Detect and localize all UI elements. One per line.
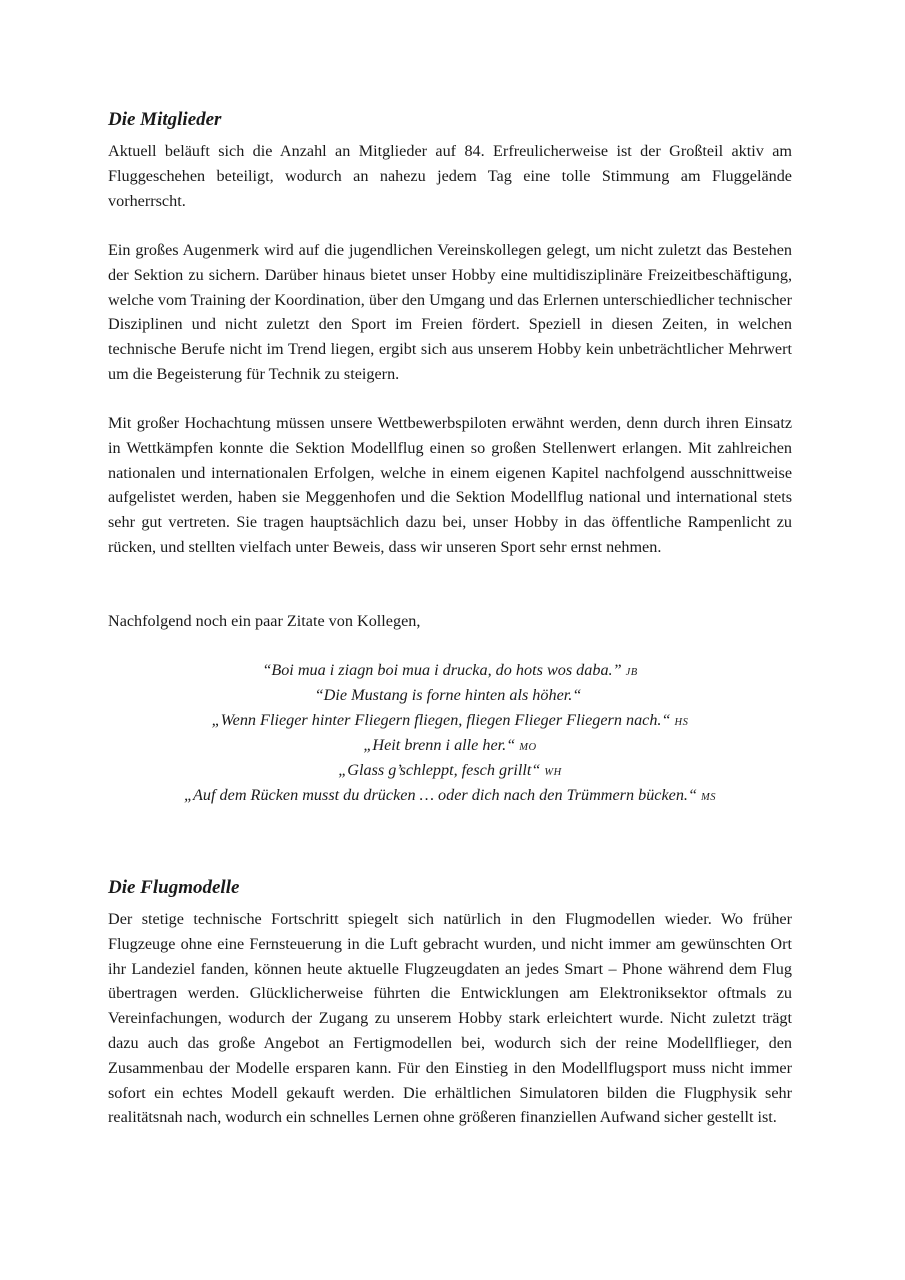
paragraph-flight-models: Der stetige technische Fortschritt spiegelt sich natürlich in den Flugmodellen wieder. Wo früher Flugzeuge ohne eine Fernsteuerung in die Luft gebracht wurden, und nicht immer am gewünschten Ort ihr Landeziel fanden, können heute aktuelle Flugzeugdaten an jedes Smart – Phone während dem Flug übertragen werden. Glücklicherweise führten die Entwicklungen am Elektroniksektor oftmals zu Vereinfachungen, wodurch der Zugang zu unserem Hobby stark erleichtert wurde. Nicht zuletzt trägt dazu auch das große Angebot an Fertigmodellen bei, wodurch sich der reine Modellflieger, den Zusammenbau der Modelle ersparen kann. Für den Einstieg in den Modellflugsport muss nicht immer sofort ein echtes Modell gekauft werden. Die erhältlichen Simulatoren bilden die Flugphysik sehr realitätsnah nach, wodurch ein schnelles Lernen ohne größeren finanziellen Aufwand sicher gestellt ist.	[108, 910, 792, 1127]
quote-item	[108, 658, 792, 683]
quote-text: „Auf dem Rücken musst du drücken … oder dich nach den Trümmern bücken.“	[184, 786, 697, 804]
section-heading-flugmodelle: Die Flugmodelle	[108, 877, 240, 898]
quote-initials: MO	[519, 742, 537, 753]
quote-initials: JB	[625, 667, 638, 678]
quote-text: “Boi mua i ziagn boi mua i drucka, do hots wos daba.”	[262, 661, 622, 679]
quote-initials: WH	[544, 767, 562, 778]
paragraph-members-count: Aktuell beläuft sich die Anzahl an Mitglieder auf 84. Erfreulicherweise ist der Großteil aktiv am Fluggeschehen beteiligt, wodurch an nahezu jedem Tag eine tolle Stimmung am Fluggelände vorherrscht.	[108, 142, 792, 210]
quote-item	[108, 783, 792, 808]
paragraph-youth-focus: Ein großes Augenmerk wird auf die jugendlichen Vereinskollegen gelegt, um nicht zuletzt das Bestehen der Sektion zu sichern. Darüber hinaus bietet unser Hobby eine multidisziplinäre Freizeitbeschäftigung, welche vom Training der Koordination, über den Umgang und das Erlernen unterschiedlicher technischer Disziplinen und nicht zuletzt den Sport im Freien fördert. Speziell in diesen Zeiten, in welchen technische Berufe nicht im Trend liegen, ergibt sich aus unserem Hobby kein unbeträchtlicher Mehrwert um die Begeisterung für Technik zu steigern.	[108, 241, 792, 383]
quote-text: „Glass g’schleppt, fesch grillt“	[338, 761, 541, 779]
quote-item	[108, 708, 792, 733]
paragraph-competition-pilots: Mit großer Hochachtung müssen unsere Wettbewerbspiloten erwähnt werden, denn durch ihren Einsatz in Wettkämpfen konnte die Sektion Modellflug einen so großen Stellenwert erlangen. Mit zahlreichen nationalen und internationalen Erfolgen, welche in einem eigenen Kapitel nachfolgend ausschnittweise aufgelistet werden, haben sie Meggenhofen und die Sektion Modellflug national und international stets sehr gut vertreten. Sie tragen hauptsächlich dazu bei, unser Hobby in das öffentliche Rampenlicht zu rücken, und stellten vielfach unter Beweis, dass wir unseren Sport sehr ernst nehmen.	[108, 414, 792, 556]
quote-text: „Heit brenn i alle her.“	[363, 736, 516, 754]
quote-item	[108, 683, 792, 708]
quote-item	[108, 733, 792, 758]
quote-text: „Wenn Flieger hinter Fliegern fliegen, fliegen Flieger Fliegern nach.“	[211, 711, 671, 729]
paragraph-quotes-intro: Nachfolgend noch ein paar Zitate von Kollegen,	[108, 612, 421, 630]
quote-item	[108, 758, 792, 783]
quote-text: “Die Mustang is forne hinten als höher.“	[314, 686, 582, 704]
quotes-list	[108, 658, 792, 808]
quote-initials: MS	[700, 792, 716, 803]
section-heading-mitglieder: Die Mitglieder	[108, 109, 222, 130]
quote-initials: HS	[674, 717, 689, 728]
